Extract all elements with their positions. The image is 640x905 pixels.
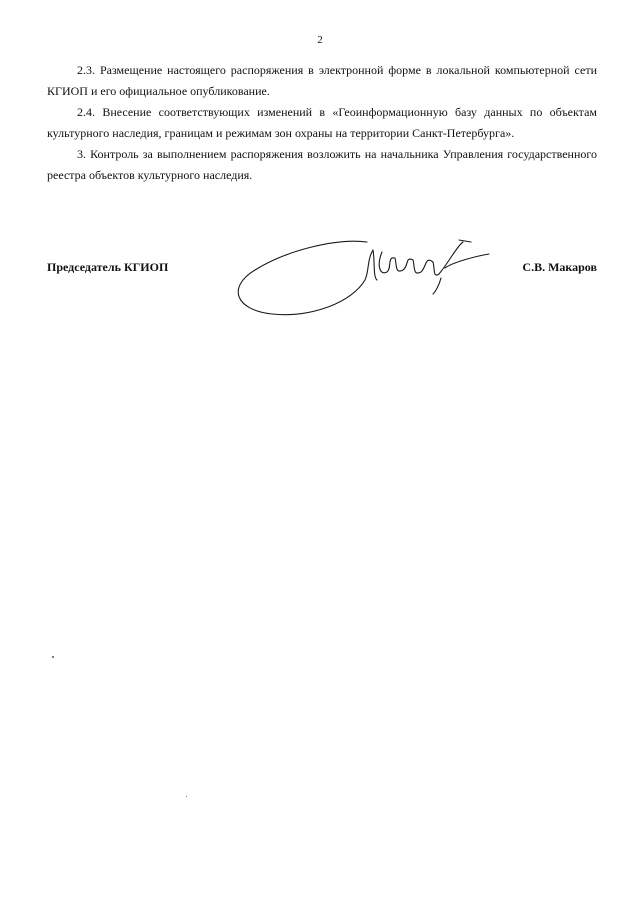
- paragraph-3: 3. Контроль за выполнением распоряжения возложить на начальника Управления государственного реестра объектов культурного наследия.: [47, 147, 597, 182]
- signer-title: Председатель КГИОП: [47, 260, 169, 274]
- paragraph-2-4: 2.4. Внесение соответствующих изменений в «Геоинформационную базу данных по объектам культурного наследия, границам и режимам зон охраны на территории Санкт-Петербурга».: [47, 105, 597, 140]
- signature-block: [47, 232, 597, 322]
- scan-speck: [186, 796, 187, 797]
- scan-speck: [52, 656, 54, 658]
- paragraph-2-3: 2.3. Размещение настоящего распоряжения в электронной форме в локальной компьютерной сети КГИОП и его официальное опубликование.: [47, 63, 597, 98]
- document-body: [47, 60, 597, 186]
- page-number: 2: [317, 34, 323, 46]
- handwritten-signature: [227, 232, 497, 322]
- signer-name: С.В. Макаров: [522, 260, 597, 274]
